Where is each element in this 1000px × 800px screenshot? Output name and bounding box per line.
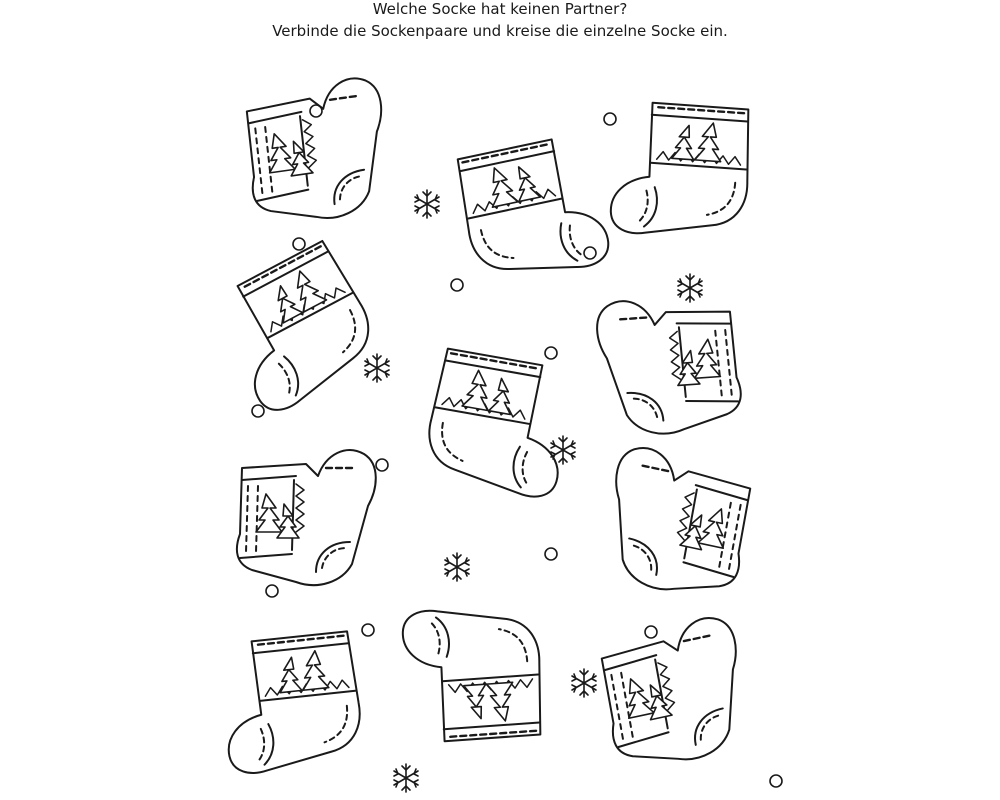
instruction-title: Welche Socke hat keinen Partner? xyxy=(372,0,628,18)
dot-icon xyxy=(451,279,463,291)
sock-7[interactable] xyxy=(237,450,376,585)
dot-icon xyxy=(252,405,264,417)
dot-icon xyxy=(545,347,557,359)
snowflake-icon-7 xyxy=(394,764,418,792)
dot-icon xyxy=(376,459,388,471)
sock-6[interactable] xyxy=(595,293,743,437)
snowflake-icon-6 xyxy=(572,669,596,697)
snowflake-icon-5 xyxy=(445,553,469,581)
snowflake-icon-1 xyxy=(415,190,439,218)
dot-icon xyxy=(293,238,305,250)
dot-icon xyxy=(645,626,657,638)
sock-10[interactable] xyxy=(401,603,544,743)
snowflake-icon-2 xyxy=(678,274,702,302)
snowflake-icon-3 xyxy=(365,354,389,382)
dot-icon xyxy=(604,113,616,125)
dot-icon xyxy=(362,624,374,636)
sock-11[interactable] xyxy=(593,613,757,774)
sock-1[interactable] xyxy=(239,75,395,228)
dot-icon xyxy=(545,548,557,560)
sock-2[interactable] xyxy=(454,132,613,288)
sock-3[interactable] xyxy=(609,100,752,240)
instruction-subtitle: Verbinde die Sockenpaare und kreise die einzelne Socke ein. xyxy=(272,22,728,40)
sock-4[interactable] xyxy=(207,239,387,418)
dot-icon xyxy=(770,775,782,787)
sock-5[interactable] xyxy=(421,348,576,501)
sock-9[interactable] xyxy=(218,631,365,776)
dot-icon xyxy=(266,585,278,597)
sock-8[interactable] xyxy=(595,443,759,604)
